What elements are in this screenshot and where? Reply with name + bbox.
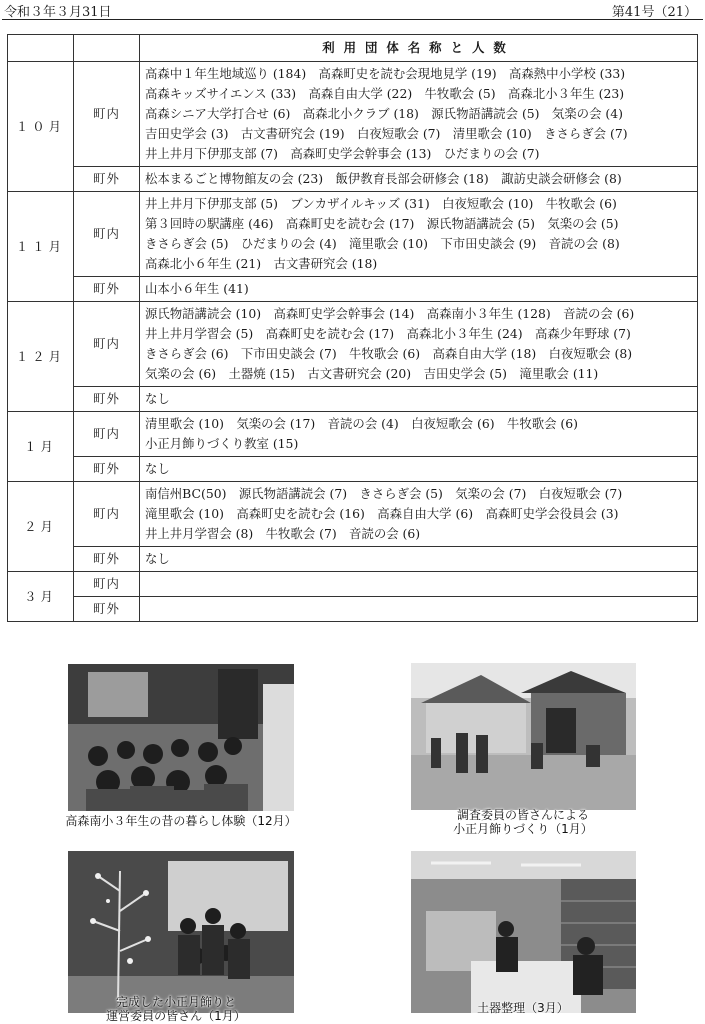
group-line: 井上井月下伊那支部 (5) ブンカザイルキッズ (31) 白夜短歌会 (10) 牛牧歌会 (6) xyxy=(145,196,617,211)
month-row-outside xyxy=(8,457,698,482)
group-line: 第３回時の駅講座 (46) 高森町史を読む会 (17) 源氏物語講読会 (5) 気楽の会 (5) xyxy=(145,216,619,231)
location-outside-label: 町外 xyxy=(74,167,140,192)
month-row-inside xyxy=(8,572,698,597)
group-line: 松本まるごと博物館友の会 (23) 飯伊教育長部会研修会 (18) 諏訪史談会研修会 (8) xyxy=(145,171,622,186)
month-label: １１月 xyxy=(8,192,74,302)
month-label: ３月 xyxy=(8,572,74,622)
group-line: 高森シニア大学打合せ (6) 高森北小クラブ (18) 源氏物語講読会 (5) 気楽の会 (4) xyxy=(145,106,623,121)
photo-committee xyxy=(68,851,294,1013)
group-line: 井上井月学習会 (8) 牛牧歌会 (7) 音読の会 (6) xyxy=(145,526,421,541)
header-rule xyxy=(2,19,703,20)
month-label: １２月 xyxy=(8,302,74,412)
month-row-outside xyxy=(8,277,698,302)
month-row-outside xyxy=(8,167,698,192)
groups-inside-cell xyxy=(140,482,698,547)
groups-outside-cell xyxy=(140,597,698,622)
group-line: なし xyxy=(145,551,170,566)
group-line: きさらぎ会 (6) 下市田史談会 (7) 牛牧歌会 (6) 高森自由大学 (18) 白夜短歌会 (8) xyxy=(145,346,633,361)
groups-outside-cell xyxy=(140,547,698,572)
month-row-inside xyxy=(8,192,698,277)
location-outside-label: 町外 xyxy=(74,597,140,622)
photo-classroom-image xyxy=(68,664,294,811)
month-label: ２月 xyxy=(8,482,74,572)
table-title: 利用団体名称と人数 xyxy=(140,35,698,62)
location-outside-label: 町外 xyxy=(74,387,140,412)
groups-outside-cell xyxy=(140,457,698,482)
month-row-inside xyxy=(8,482,698,547)
issue-date: 令和３年３月31日 xyxy=(4,5,112,20)
groups-inside-cell xyxy=(140,62,698,167)
photo-outdoor-work xyxy=(411,663,636,810)
groups-outside-cell xyxy=(140,167,698,192)
group-line: 小正月飾りづくり教室 (15) xyxy=(145,436,299,451)
group-line: 山本小６年生 (41) xyxy=(145,281,249,296)
photo-committee-caption: 完成した小正月飾りと 運営委員の皆さん（1月） xyxy=(106,995,246,1023)
group-line: 吉田史学会 (3) 古文書研究会 (19) 白夜短歌会 (7) 清里歌会 (10) きさらぎ会 (7) xyxy=(145,126,628,141)
location-outside-label: 町外 xyxy=(74,457,140,482)
group-line: 南信州BC(50) 源氏物語講読会 (7) きさらぎ会 (5) 気楽の会 (7) 白夜短歌会 (7) xyxy=(145,486,623,501)
group-line: 気楽の会 (6) 土器焼 (15) 古文書研究会 (20) 吉田史学会 (5) 滝里歌会 (11) xyxy=(145,366,599,381)
group-line: なし xyxy=(145,391,170,406)
photo-outdoor-work-image xyxy=(411,663,636,810)
page-header xyxy=(0,0,705,20)
group-line: 高森中１年生地域巡り (184) 高森町史を読む会現地見学 (19) 高森熱中小学校 (33) xyxy=(145,66,626,81)
group-line: 源氏物語講読会 (10) 高森町史学会幹事会 (14) 高森南小３年生 (128) 音読の会 (6) xyxy=(145,306,635,321)
location-inside-label: 町内 xyxy=(74,412,140,457)
groups-inside-cell xyxy=(140,192,698,277)
photo-pottery-caption: 土器整理（3月） xyxy=(477,1001,569,1015)
group-line: 高森キッズサイエンス (33) 高森自由大学 (22) 牛牧歌会 (5) 高森北小３年生 (23) xyxy=(145,86,625,101)
groups-inside-cell xyxy=(140,572,698,597)
location-outside-label: 町外 xyxy=(74,277,140,302)
groups-inside-cell xyxy=(140,412,698,457)
month-label: １０月 xyxy=(8,62,74,192)
photo-pottery xyxy=(411,851,636,1013)
month-row-outside xyxy=(8,547,698,572)
groups-outside-cell xyxy=(140,387,698,412)
groups-outside-cell xyxy=(140,277,698,302)
group-line: なし xyxy=(145,461,170,476)
group-line: 清里歌会 (10) 気楽の会 (17) 音読の会 (4) 白夜短歌会 (6) 牛牧歌会 (6) xyxy=(145,416,578,431)
photo-pottery-image xyxy=(411,851,636,1013)
photo-outdoor-work-caption: 調査委員の皆さんによる 小正月飾りづくり（1月） xyxy=(453,808,593,836)
location-inside-label: 町内 xyxy=(74,62,140,167)
location-outside-label: 町外 xyxy=(74,547,140,572)
photo-classroom xyxy=(68,664,294,811)
location-inside-label: 町内 xyxy=(74,192,140,277)
month-row-outside xyxy=(8,597,698,622)
photo-classroom-caption: 高森南小３年生の昔の暮らし体験（12月） xyxy=(65,814,297,828)
usage-table xyxy=(7,34,698,622)
month-row-inside xyxy=(8,302,698,387)
issue-number: 第41号（21） xyxy=(611,5,697,20)
group-line: 井上井月下伊那支部 (7) 高森町史学会幹事会 (13) ひだまりの会 (7) xyxy=(145,146,540,161)
group-line: 滝里歌会 (10) 高森町史を読む会 (16) 高森自由大学 (6) 高森町史学会役員会 (3) xyxy=(145,506,619,521)
group-line: 井上井月学習会 (5) 高森町史を読む会 (17) 高森北小３年生 (24) 高森少年野球 (7) xyxy=(145,326,631,341)
group-line: きさらぎ会 (5) ひだまりの会 (4) 滝里歌会 (10) 下市田史談会 (9) 音読の会 (8) xyxy=(145,236,620,251)
location-inside-label: 町内 xyxy=(74,482,140,547)
location-inside-label: 町内 xyxy=(74,572,140,597)
group-line: 高森北小６年生 (21) 古文書研究会 (18) xyxy=(145,256,378,271)
month-row-outside xyxy=(8,387,698,412)
photo-committee-image xyxy=(68,851,294,1013)
groups-inside-cell xyxy=(140,302,698,387)
month-row-inside xyxy=(8,412,698,457)
month-row-inside xyxy=(8,62,698,167)
month-label: １月 xyxy=(8,412,74,482)
location-inside-label: 町内 xyxy=(74,302,140,387)
